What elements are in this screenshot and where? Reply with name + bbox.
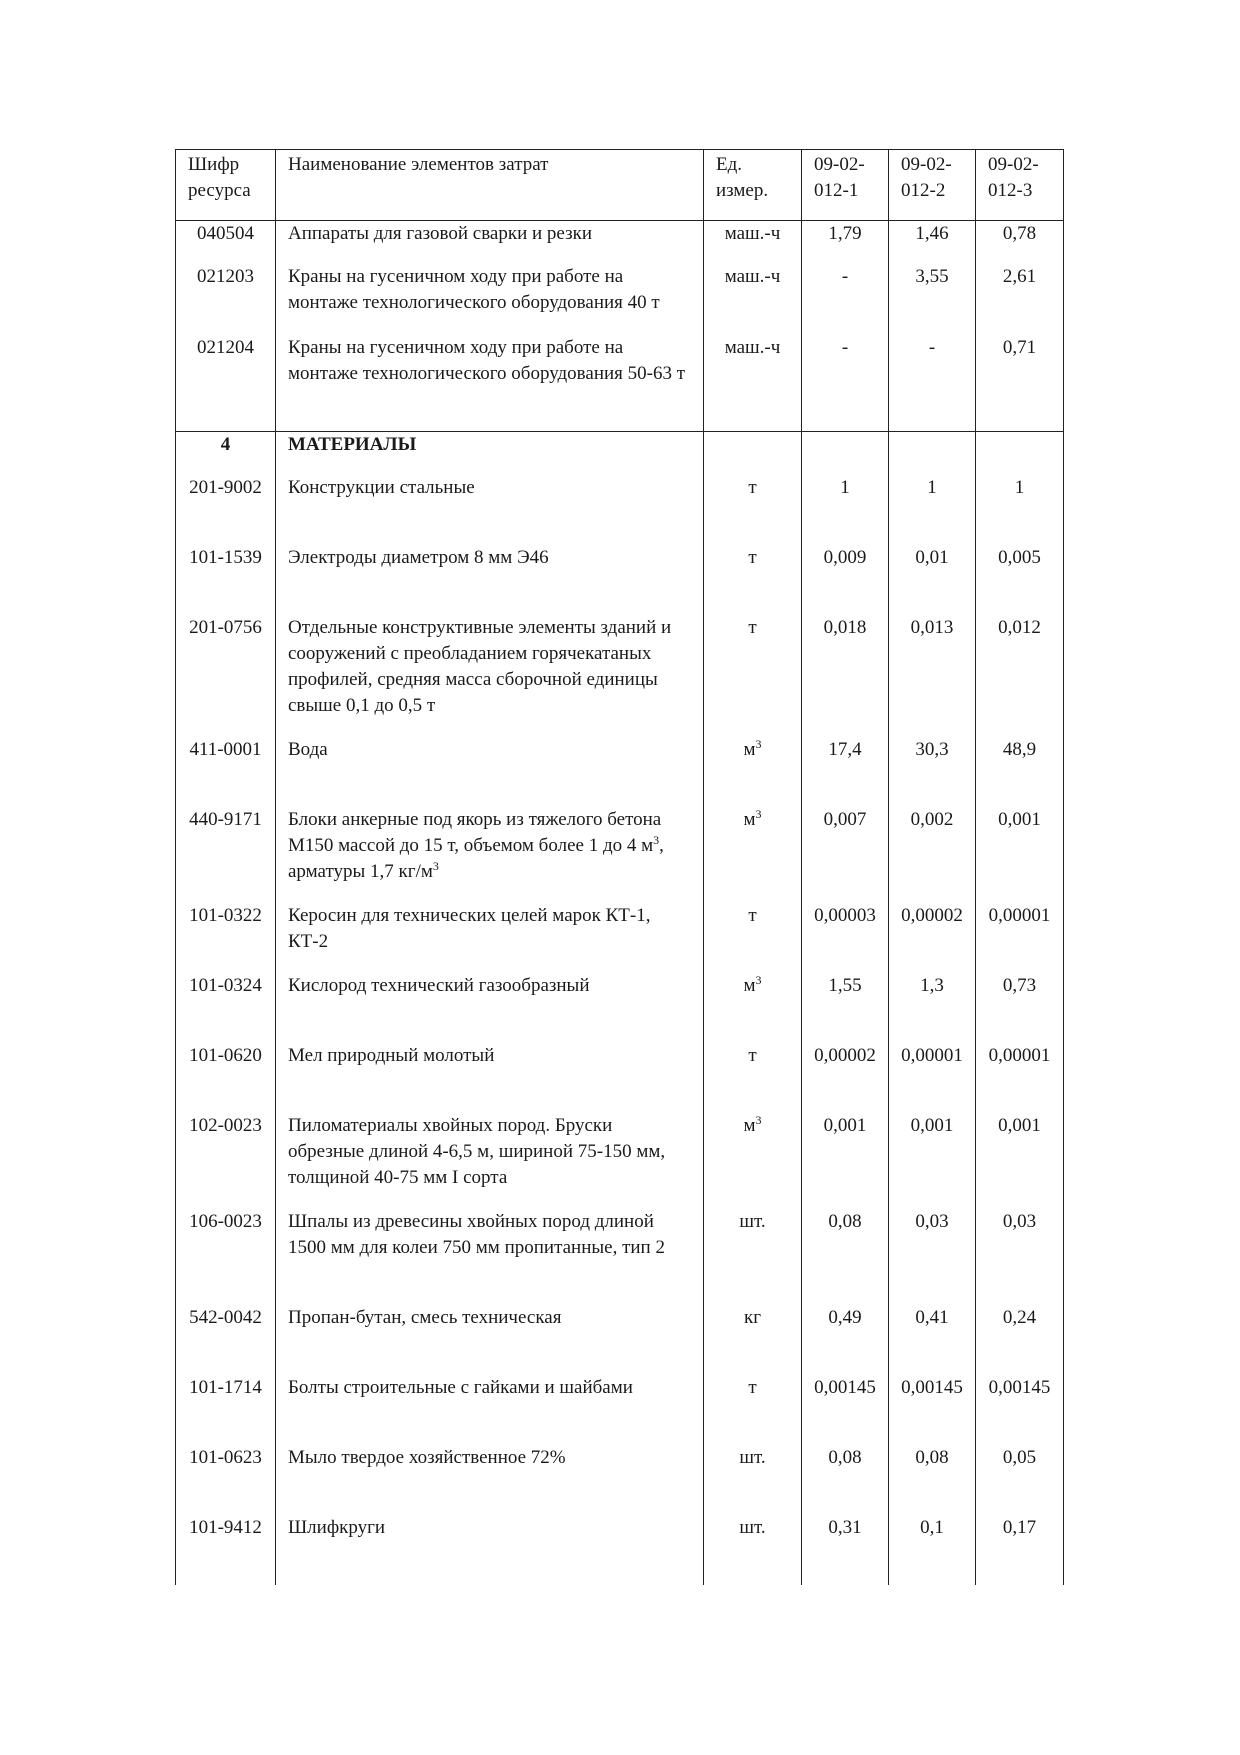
table-row: [176, 903, 1064, 973]
value-col1: 1,79: [802, 221, 889, 265]
value-col1: 1: [802, 475, 889, 545]
value-col1: 0,009: [802, 545, 889, 615]
value-col3: 0,001: [976, 807, 1064, 903]
value-col3: 0,78: [976, 221, 1064, 265]
resource-unit: $м^3$: [704, 973, 802, 1043]
value-col3: 0,24: [976, 1305, 1064, 1375]
resource-code: 201-9002: [176, 475, 276, 545]
table-row: [176, 1375, 1064, 1445]
value-col3: 0,73: [976, 973, 1064, 1043]
resource-code: 021203: [176, 264, 276, 335]
resource-name: Краны на гусеничном ходу при работе на монтаже технологического оборудования 50-63 т: [276, 335, 704, 432]
header-col3: 09-02-012-3: [976, 150, 1064, 221]
resource-unit: т: [704, 545, 802, 615]
value-col3: 0,001: [976, 1113, 1064, 1209]
resource-unit: т: [704, 615, 802, 737]
section-number: 4: [176, 432, 276, 476]
resource-name: Керосин для технических целей марок КТ-1, КТ-2: [276, 903, 704, 973]
value-col3: 0,03: [976, 1209, 1064, 1305]
table-row: [176, 973, 1064, 1043]
value-col3: 0,00145: [976, 1375, 1064, 1445]
resource-name: Аппараты для газовой сварки и резки: [276, 221, 704, 265]
value-col3: 0,71: [976, 335, 1064, 432]
resource-code: 040504: [176, 221, 276, 265]
resource-unit: маш.-ч: [704, 335, 802, 432]
table-row: [176, 221, 1064, 265]
value-col1: 17,4: [802, 737, 889, 807]
value-col2: 30,3: [889, 737, 976, 807]
value-col2: 0,013: [889, 615, 976, 737]
resource-code: 101-0620: [176, 1043, 276, 1113]
value-col1: 1,55: [802, 973, 889, 1043]
value-col2: 0,001: [889, 1113, 976, 1209]
table-row: [176, 1209, 1064, 1305]
value-col2: 0,1: [889, 1515, 976, 1585]
value-col1: 0,00145: [802, 1375, 889, 1445]
resource-table: [175, 149, 1064, 1585]
value-col2: 3,55: [889, 264, 976, 335]
resource-code: 101-1539: [176, 545, 276, 615]
resource-code: 106-0023: [176, 1209, 276, 1305]
resource-code: 101-0324: [176, 973, 276, 1043]
table-row: [176, 545, 1064, 615]
resource-code: 101-0623: [176, 1445, 276, 1515]
value-col1: 0,08: [802, 1209, 889, 1305]
value-col2: 1,3: [889, 973, 976, 1043]
resource-name: Мел природный молотый: [276, 1043, 704, 1113]
resource-name: Конструкции стальные: [276, 475, 704, 545]
resource-unit: шт.: [704, 1515, 802, 1585]
resource-unit: $м^3$: [704, 807, 802, 903]
table-row: [176, 615, 1064, 737]
resource-name: Отдельные конструктивные элементы зданий и сооружений с преобладанием горячекатаных профилей, средняя масса сборочной единицы свыше 0,1 до 0,5 т: [276, 615, 704, 737]
resource-name: Вода: [276, 737, 704, 807]
value-col3: 0,17: [976, 1515, 1064, 1585]
value-col3: 48,9: [976, 737, 1064, 807]
header-code: Шифр ресурса: [176, 150, 276, 221]
resource-code: 102-0023: [176, 1113, 276, 1209]
header-unit: Ед. измер.: [704, 150, 802, 221]
resource-name: Шлифкруги: [276, 1515, 704, 1585]
header-col1: 09-02-012-1: [802, 150, 889, 221]
section-title: МАТЕРИАЛЫ: [276, 432, 704, 476]
resource-unit: $м^3$: [704, 1113, 802, 1209]
value-col1: 0,007: [802, 807, 889, 903]
value-col3: 0,00001: [976, 903, 1064, 973]
resource-unit: маш.-ч: [704, 221, 802, 265]
resource-code: 201-0756: [176, 615, 276, 737]
resource-unit: шт.: [704, 1445, 802, 1515]
section-empty-cell: [889, 432, 976, 476]
resource-name: Краны на гусеничном ходу при работе на монтаже технологического оборудования 40 т: [276, 264, 704, 335]
value-col1: 0,00002: [802, 1043, 889, 1113]
resource-name: Пропан-бутан, смесь техническая: [276, 1305, 704, 1375]
resource-unit: шт.: [704, 1209, 802, 1305]
value-col2: -: [889, 335, 976, 432]
table-header-row: [176, 150, 1064, 221]
resource-unit: т: [704, 1043, 802, 1113]
value-col1: 0,08: [802, 1445, 889, 1515]
value-col2: 1: [889, 475, 976, 545]
resource-code: 542-0042: [176, 1305, 276, 1375]
resource-code: 440-9171: [176, 807, 276, 903]
resource-unit: маш.-ч: [704, 264, 802, 335]
resource-name: Шпалы из древесины хвойных пород длиной 1500 мм для колеи 750 мм пропитанные, тип 2: [276, 1209, 704, 1305]
value-col1: -: [802, 264, 889, 335]
table-row: [176, 475, 1064, 545]
table-row: [176, 264, 1064, 335]
resource-code: 101-0322: [176, 903, 276, 973]
value-col2: 0,08: [889, 1445, 976, 1515]
value-col3: 0,00001: [976, 1043, 1064, 1113]
resource-code: 101-1714: [176, 1375, 276, 1445]
resource-code: 411-0001: [176, 737, 276, 807]
value-col2: 0,03: [889, 1209, 976, 1305]
value-col3: 1: [976, 475, 1064, 545]
resource-unit: кг: [704, 1305, 802, 1375]
resource-code: 101-9412: [176, 1515, 276, 1585]
table-row: [176, 1515, 1064, 1585]
table-row: [176, 807, 1064, 903]
value-col2: 0,00002: [889, 903, 976, 973]
resource-name: Болты строительные с гайками и шайбами: [276, 1375, 704, 1445]
resource-unit: $м^3$: [704, 737, 802, 807]
value-col2: 0,002: [889, 807, 976, 903]
table-row: [176, 335, 1064, 432]
value-col1: 0,31: [802, 1515, 889, 1585]
table-row: [176, 1445, 1064, 1515]
section-empty-cell: [802, 432, 889, 476]
resource-name: Кислород технический газообразный: [276, 973, 704, 1043]
value-col1: 0,49: [802, 1305, 889, 1375]
value-col2: 0,01: [889, 545, 976, 615]
value-col2: 0,00145: [889, 1375, 976, 1445]
resource-unit: т: [704, 475, 802, 545]
value-col1: 0,018: [802, 615, 889, 737]
value-col3: 0,012: [976, 615, 1064, 737]
table-row: [176, 737, 1064, 807]
value-col1: 0,00003: [802, 903, 889, 973]
header-name: Наименование элементов затрат: [276, 150, 704, 221]
resource-unit: т: [704, 903, 802, 973]
section-header-row: [176, 432, 1064, 476]
value-col1: -: [802, 335, 889, 432]
value-col3: 0,05: [976, 1445, 1064, 1515]
header-col2: 09-02-012-2: [889, 150, 976, 221]
resource-unit: т: [704, 1375, 802, 1445]
resource-name: Электроды диаметром 8 мм Э46: [276, 545, 704, 615]
value-col2: 0,41: [889, 1305, 976, 1375]
value-col2: 1,46: [889, 221, 976, 265]
table-row: [176, 1113, 1064, 1209]
table-row: [176, 1043, 1064, 1113]
value-col3: 2,61: [976, 264, 1064, 335]
resource-name: Пиломатериалы хвойных пород. Бруски обрезные длиной 4-6,5 м, шириной 75-150 мм, толщиной 40-75 мм I сорта: [276, 1113, 704, 1209]
value-col3: 0,005: [976, 545, 1064, 615]
value-col2: 0,00001: [889, 1043, 976, 1113]
value-col1: 0,001: [802, 1113, 889, 1209]
resource-name: Блоки анкерные под якорь из тяжелого бетона М150 массой до 15 т, объемом более 1 до 4 $м^3$, арматуры 1,7 $кг/м^3$: [276, 807, 704, 903]
table-row: [176, 1305, 1064, 1375]
section-empty-cell: [976, 432, 1064, 476]
resource-name: Мыло твердое хозяйственное 72%: [276, 1445, 704, 1515]
resource-code: 021204: [176, 335, 276, 432]
section-empty-cell: [704, 432, 802, 476]
